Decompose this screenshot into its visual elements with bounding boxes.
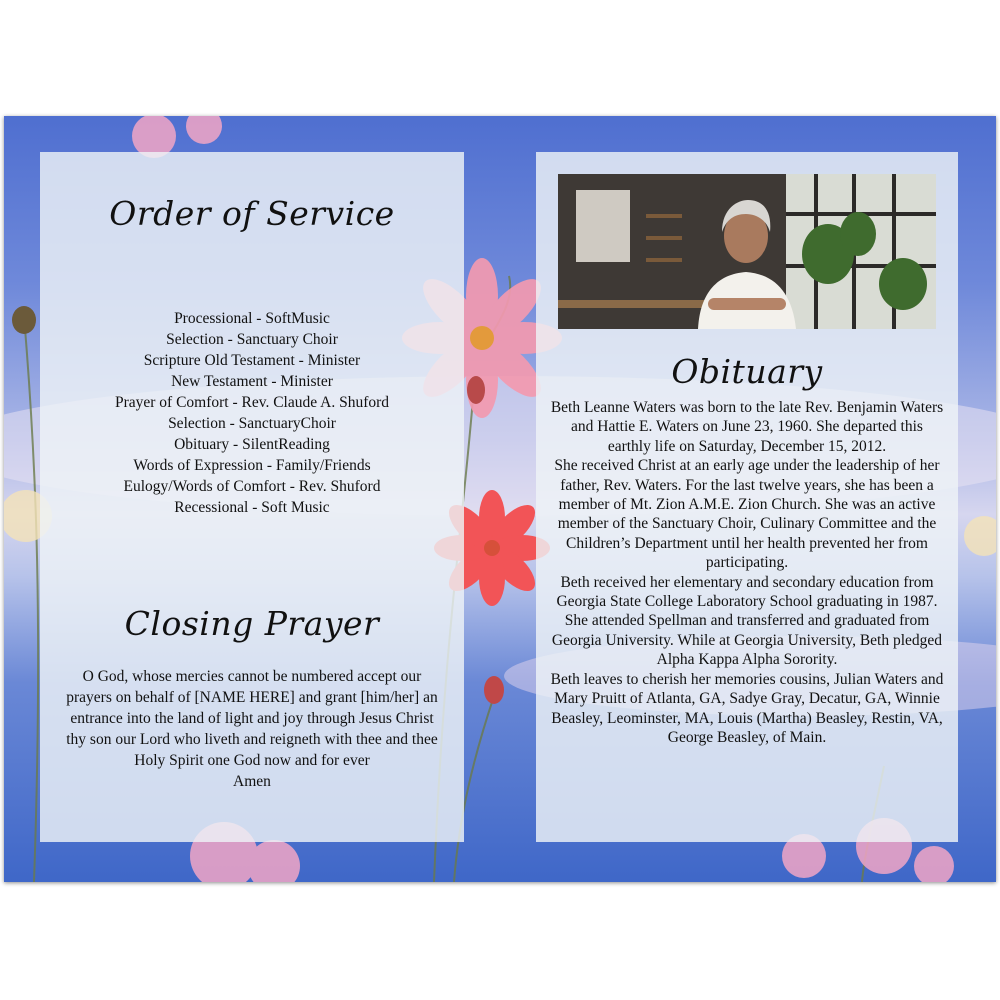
- bud-icon: [12, 306, 36, 334]
- order-of-service-title: Order of Service: [109, 194, 395, 233]
- portrait-photo: [558, 174, 936, 329]
- service-item: Obituary - SilentReading: [174, 436, 330, 453]
- service-item: Scripture Old Testament - Minister: [143, 352, 361, 369]
- service-item: New Testament - Minister: [171, 373, 333, 390]
- obituary-paragraph: She received Christ at an early age under the leadership of her father, Rev. Waters. For the last twelve years, she has been a member of Mt. Zion A.M.E. Zion Church. She was an active member of the Sanctuary Choir, Culinary Committee and the Children’s Department until her health prevented her from participating.: [554, 457, 940, 572]
- service-item: Prayer of Comfort - Rev. Claude A. Shuford: [114, 394, 390, 411]
- obituary-paragraph: Beth received her elementary and secondary education from Georgia State College Laboratory School graduating in 1987. She attended Spellman and transferred and graduated from Georgia University. While at Georgia University, Beth pledged Alpha Kappa Alpha Sorority.: [551, 573, 943, 669]
- obituary-paragraph: Beth leaves to cherish her memories cousins, Julian Waters and Mary Pruitt of Atlanta, GA, Sadye Gray, Decatur, GA, Winnie Beasley, Leominster, MA, Louis (Martha) Beasley, Restin, VA, George Beasley, of Main.: [550, 670, 944, 746]
- portrait-photo-icon: [558, 174, 936, 329]
- obituary-text: [550, 398, 944, 747]
- service-item: Words of Expression - Family/Friends: [133, 457, 371, 474]
- service-list: [40, 308, 464, 518]
- bud-icon: [484, 676, 504, 704]
- obituary-title: Obituary: [671, 352, 823, 391]
- service-item: Selection - SanctuaryChoir: [168, 415, 336, 432]
- bud-icon: [467, 376, 485, 404]
- prayer-amen: Amen: [233, 773, 271, 790]
- obituary-paragraph: Beth Leanne Waters was born to the late Rev. Benjamin Waters and Hattie E. Waters on June 23, 1960. She departed this earthly life on Saturday, December 15, 2012.: [550, 399, 944, 455]
- service-item: Recessional - Soft Music: [174, 499, 330, 516]
- right-panel: [536, 152, 958, 842]
- prayer-body: O God, whose mercies cannot be numbered accept our prayers on behalf of [NAME HERE] and grant [him/her] an entrance into the land of light and joy through Jesus Christ thy son our Lord who liveth and reigneth with thee and thee Holy Spirit one God now and for ever: [66, 668, 438, 769]
- program-sheet: [4, 116, 996, 882]
- service-item: Processional - SoftMusic: [174, 310, 330, 327]
- closing-prayer-text: [62, 666, 442, 792]
- service-item: Selection - Sanctuary Choir: [166, 331, 338, 348]
- left-panel: [40, 152, 464, 842]
- service-item: Eulogy/Words of Comfort - Rev. Shuford: [123, 478, 381, 495]
- closing-prayer-title: Closing Prayer: [124, 604, 380, 643]
